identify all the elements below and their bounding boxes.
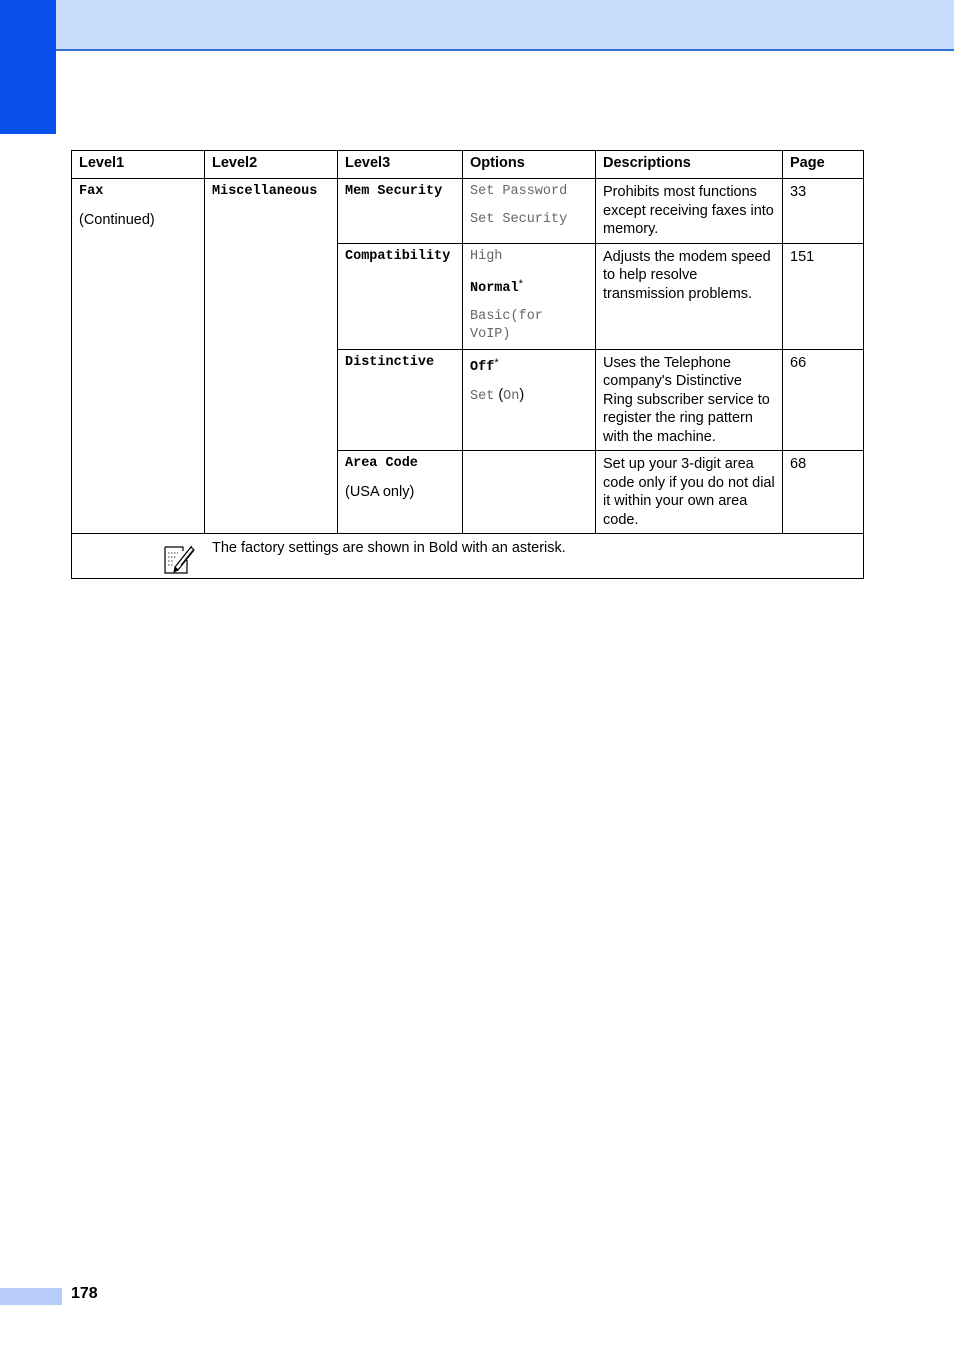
page-tab: [0, 1288, 62, 1305]
page-cell: 68: [783, 451, 864, 534]
page-cell: 66: [783, 349, 864, 451]
level3-name: Distinctive: [345, 354, 435, 370]
header-level1: Level1: [72, 151, 205, 179]
option-item-default: [470, 275, 588, 299]
header-page: Page: [783, 151, 864, 179]
option-item: High: [470, 248, 503, 264]
options-cell: [463, 179, 596, 244]
table-header-row: [72, 151, 864, 179]
level3-note: (USA only): [345, 483, 415, 500]
level3-name: Mem Security: [345, 184, 443, 199]
level3-name: Area Code: [345, 456, 418, 471]
default-asterisk: *: [494, 356, 499, 369]
header-band: [56, 0, 954, 51]
option-default-label: Normal: [470, 281, 519, 296]
option-item: Set Password: [470, 184, 568, 199]
header-level3: Level3: [338, 151, 463, 179]
description-cell: Uses the Telephone company's Distinctive Ring subscriber service to register the ring pattern with the machine.: [596, 349, 783, 451]
option-item: Set Security: [470, 211, 568, 227]
chapter-tab: [0, 0, 56, 134]
level1-cell: [72, 179, 205, 534]
description-cell: Adjusts the modem speed to help resolve transmission problems.: [596, 243, 783, 349]
description-cell: Set up your 3-digit area code only if you do not dial it within your own area code.: [596, 451, 783, 534]
level3-cell: [338, 243, 463, 349]
page-cell: 151: [783, 243, 864, 349]
options-cell: [463, 243, 596, 349]
description-cell: Prohibits most functions except receiving faxes into memory.: [596, 179, 783, 244]
note-text: The factory settings are shown in Bold with an asterisk.: [212, 540, 566, 556]
note-cell: [72, 534, 864, 579]
options-cell: [463, 451, 596, 534]
level3-cell: [338, 451, 463, 534]
header-options: Options: [463, 151, 596, 179]
option-item-default: [470, 354, 588, 378]
option-default-label: Off: [470, 359, 495, 375]
level3-cell: [338, 179, 463, 244]
level1-name: Fax: [79, 184, 104, 199]
options-cell: [463, 349, 596, 451]
option-item: Basic(for VoIP): [470, 308, 543, 342]
header-level2: Level2: [205, 151, 338, 179]
page-number: 178: [71, 1285, 98, 1302]
level2-name: Miscellaneous: [212, 184, 318, 199]
option-item: Set (On): [470, 387, 525, 404]
level3-cell: [338, 349, 463, 451]
page-cell: 33: [783, 179, 864, 244]
note-row: [72, 534, 864, 579]
header-descriptions: Descriptions: [596, 151, 783, 179]
default-asterisk: *: [518, 278, 523, 290]
level2-cell: [205, 179, 338, 534]
table-row: [72, 179, 864, 244]
settings-table: [71, 150, 864, 579]
level3-name: Compatibility: [345, 248, 451, 264]
note-pencil-icon: [162, 541, 196, 575]
level1-note: (Continued): [79, 211, 155, 228]
